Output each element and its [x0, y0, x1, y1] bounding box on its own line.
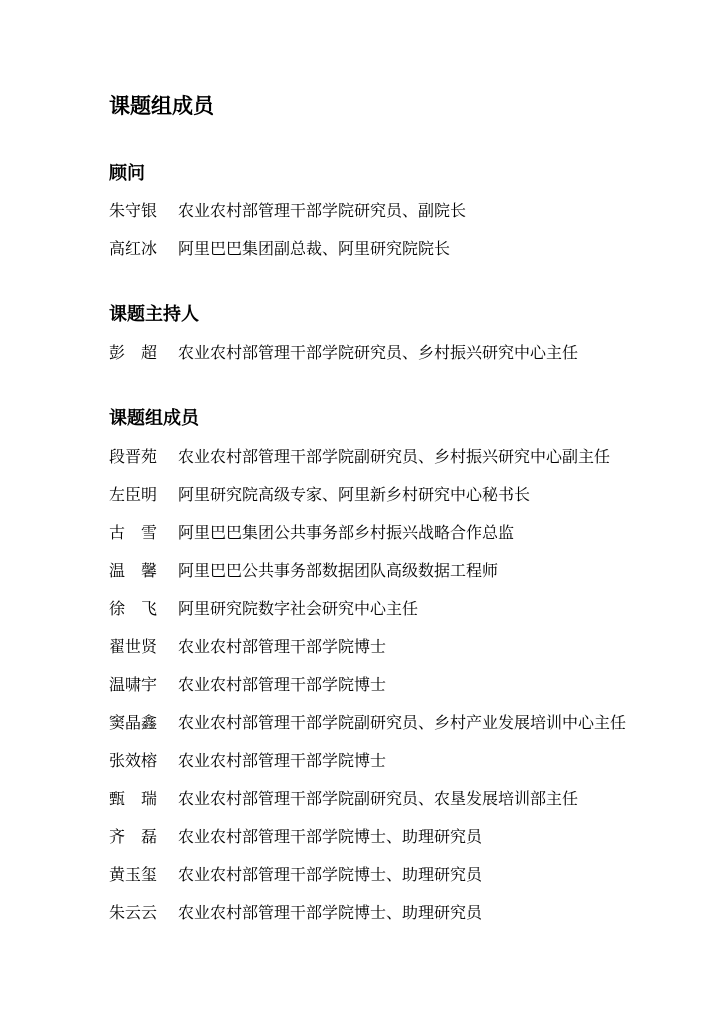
member-name: 黄玉玺 — [109, 865, 158, 884]
member-role: 农业农村部管理干部学院博士 — [178, 675, 387, 694]
member-name: 朱云云 — [109, 903, 158, 922]
member-role: 农业农村部管理干部学院研究员、副院长 — [178, 201, 467, 220]
member-role: 农业农村部管理干部学院副研究员、乡村振兴研究中心副主任 — [178, 447, 611, 466]
member-name: 段晋苑 — [109, 447, 158, 466]
member-role: 农业农村部管理干部学院副研究员、乡村产业发展培训中心主任 — [178, 713, 627, 732]
member-name: 徐 飞 — [109, 599, 158, 618]
member-name: 齐 磊 — [109, 827, 158, 846]
member-role: 农业农村部管理干部学院博士、助理研究员 — [178, 903, 483, 922]
member-role: 阿里巴巴公共事务部数据团队高级数据工程师 — [178, 561, 499, 580]
member-role: 农业农村部管理干部学院博士 — [178, 751, 387, 770]
member-role: 阿里巴巴集团副总裁、阿里研究院院长 — [178, 239, 451, 258]
member-name: 高红冰 — [109, 239, 158, 258]
member-name: 温 馨 — [109, 561, 158, 580]
member-role: 阿里研究院数字社会研究中心主任 — [178, 599, 419, 618]
member-role: 农业农村部管理干部学院博士 — [178, 637, 387, 656]
member-role: 阿里研究院高级专家、阿里新乡村研究中心秘书长 — [178, 485, 531, 504]
member-role: 阿里巴巴集团公共事务部乡村振兴战略合作总监 — [178, 523, 515, 542]
member-role: 农业农村部管理干部学院博士、助理研究员 — [178, 865, 483, 884]
member-role: 农业农村部管理干部学院副研究员、农垦发展培训部主任 — [178, 789, 579, 808]
section-heading-members: 课题组成员 — [109, 408, 199, 429]
member-name: 翟世贤 — [109, 637, 158, 656]
section-heading-advisors: 顾问 — [109, 163, 145, 184]
member-name: 古 雪 — [109, 523, 158, 542]
section-heading-lead: 课题主持人 — [109, 304, 199, 325]
member-name: 温啸宇 — [109, 675, 158, 694]
member-name: 甄 瑞 — [109, 789, 158, 808]
member-name: 彭 超 — [109, 343, 158, 362]
page-title: 课题组成员 — [109, 94, 214, 118]
member-name: 窦晶鑫 — [109, 713, 158, 732]
member-role: 农业农村部管理干部学院研究员、乡村振兴研究中心主任 — [178, 343, 579, 362]
member-role: 农业农村部管理干部学院博士、助理研究员 — [178, 827, 483, 846]
member-name: 朱守银 — [109, 201, 158, 220]
member-name: 张效榕 — [109, 751, 158, 770]
member-name: 左臣明 — [109, 485, 158, 504]
